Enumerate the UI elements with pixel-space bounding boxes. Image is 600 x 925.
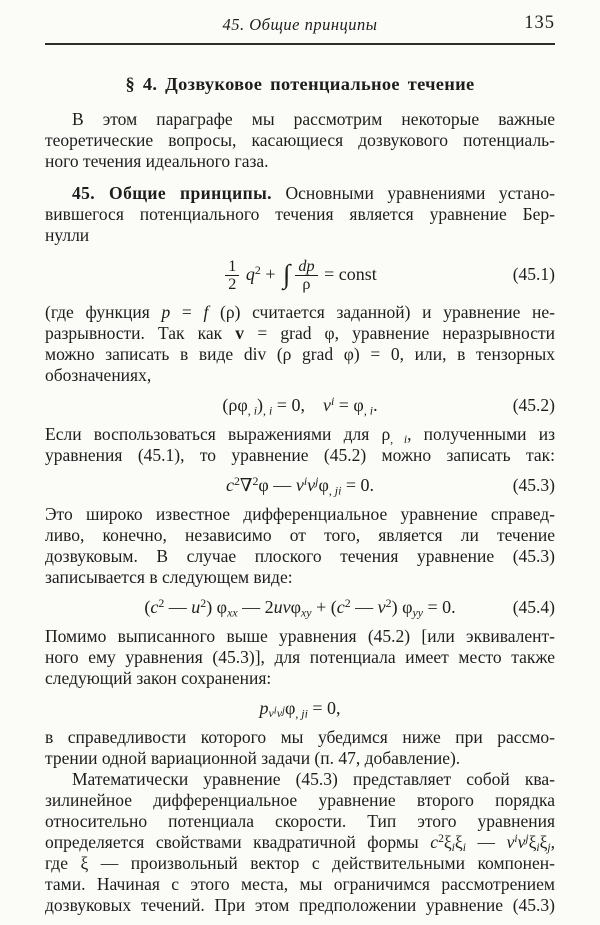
equation-45-2	[45, 392, 555, 418]
text-line: вившегося потенциального течения является уравнение Бер-	[45, 204, 555, 224]
text-line: в справедливости которого мы убедимся ниже при рассмо-	[45, 727, 555, 747]
paragraph-conservation-law	[45, 626, 555, 689]
text-line: Помимо выписанного выше уравнения (45.2) [или эквивалент-	[45, 626, 555, 646]
equation-number: (45.2)	[512, 395, 555, 415]
text-line: дозвуковым. В случае плоского течения уравнение (45.3)	[45, 546, 555, 566]
text-line: ного ему уравнения (45.3)], для потенциала имеет место также	[45, 647, 555, 667]
text-line: теоретические вопросы, касающиеся дозвукового потенциаль-	[45, 130, 555, 150]
equation-45-1	[45, 254, 555, 294]
running-head: 45. Общие принципы	[222, 15, 378, 34]
equation-body: ($c^2$ — $u^2$) $\varphi_{xx}$ — $2uv\varphi_{xy} + (c^2$ — $v^2$) $\varphi_{yy} = 0$.	[144, 596, 456, 620]
text-line: можно записать в виде div (ρ grad φ) = 0, или, в тензорных	[45, 344, 555, 364]
text-line: ливо, конечно, независимо от того, является ли течение	[45, 525, 555, 545]
text-line: уравнения (45.1), то уравнение (45.2) можно записать так:	[45, 445, 555, 465]
paragraph-substitution	[45, 424, 555, 466]
paragraph-plane-flow	[45, 504, 555, 588]
text-line: разрывности. Так как v = grad φ, уравнение неразрывности	[45, 323, 556, 343]
page-header	[45, 15, 555, 39]
text-line: В этом параграфе мы рассмотрим некоторые важные	[72, 109, 555, 129]
text-line: тами. Начиная с этого места, мы ограничимся рассмотрением	[45, 874, 555, 894]
equation-conservation	[45, 695, 555, 721]
text-line: (где функция p = f (ρ) считается заданной) и уравнение не-	[45, 302, 556, 322]
header-rule	[45, 43, 555, 45]
paragraph-intro	[45, 109, 555, 172]
paragraph-variational	[45, 727, 555, 769]
equation-45-4	[45, 594, 555, 620]
page-number: 135	[524, 13, 555, 33]
text-line: определяется свойствами квадратичной формы $c^2\xi_i\xi_i$ — $v^iv^j\xi_i\xi_j$,	[45, 832, 556, 855]
text-line: Если воспользоваться выражениями для $\rho_{, i}$, полученными из	[45, 424, 555, 447]
text-line: трении одной вариационной задачи (п. 47, добавление).	[45, 748, 461, 768]
equation-body: $p_{v^iv^j}\varphi_{, ji} = 0$,	[259, 698, 341, 721]
text-line: относительно потенциала скорости. Тип этого уравнения	[45, 811, 555, 831]
text-line: Это широко известное дифференциальное уравнение справед-	[45, 504, 555, 524]
text-line: записывается в следующем виде:	[45, 567, 293, 587]
paragraph-continuity	[45, 302, 555, 386]
equation-number: (45.3)	[512, 475, 555, 495]
equation-body: $\frac{1}{2}$ $q^2$ + ∫ $\frac{dp}{\rho}$ = const	[223, 264, 376, 284]
text-line: 45. Общие принципы. Основными уравнениями устано-	[72, 183, 555, 203]
section-title: § 4. Дозвуковое потенциальное течение	[125, 74, 475, 94]
equation-number: (45.4)	[512, 597, 555, 617]
paragraph-mathematical	[45, 769, 555, 916]
text-line: обозначениях,	[45, 365, 152, 385]
equation-45-3	[45, 472, 555, 498]
text-line: Математически уравнение (45.3) представляет собой ква-	[72, 769, 555, 789]
paragraph-general-principles	[45, 183, 555, 246]
text-line: дозвуковых течений. При этом предположении уравнение (45.3)	[45, 895, 555, 915]
equation-body: $c^2\nabla^2\varphi$ — $v^iv^j\varphi_{, ji} = 0$.	[225, 474, 375, 498]
text-line: где ξ — произвольный вектор с действительными компонен-	[45, 853, 555, 873]
equation-body: $(\rho\varphi_{, i})_{, i} = 0$, $v^i = \varphi_{, i}$.	[222, 394, 378, 418]
text-line: зилинейное дифференциальное уравнение второго порядка	[45, 790, 555, 810]
text-line: ного течения идеального газа.	[45, 151, 269, 171]
equation-number: (45.1)	[512, 264, 555, 284]
text-line: следующий закон сохранения:	[45, 668, 272, 688]
text-line: нулли	[45, 225, 90, 245]
